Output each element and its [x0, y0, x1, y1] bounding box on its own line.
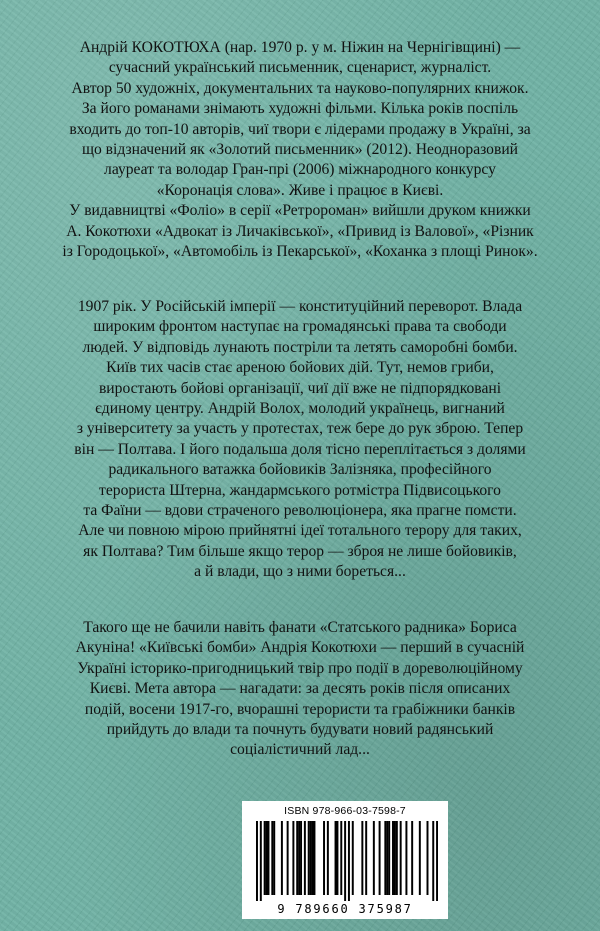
- blurb: [24, 618, 576, 761]
- barcode-bar: [312, 821, 314, 895]
- barcode-bar: [386, 821, 388, 895]
- barcode-bar: [298, 821, 300, 895]
- barcode-bar: [292, 821, 294, 895]
- barcode-bar: [432, 821, 434, 901]
- barcode-bar: [400, 821, 402, 895]
- barcode-bar: [384, 821, 386, 895]
- synopsis-line: виростають бойові організації, чиї дії вже не підпорядковані: [98, 379, 502, 397]
- barcode-bars: [256, 821, 438, 901]
- synopsis-line: єдиному центру. Андрій Волох, молодий українець, вигнаний: [95, 400, 505, 418]
- barcode-bar: [304, 821, 306, 895]
- barcode-bar: [340, 821, 342, 895]
- barcode-bar: [352, 821, 354, 895]
- barcode-bar: [405, 821, 407, 895]
- barcode-bar: [313, 821, 315, 895]
- barcode-bar: [436, 821, 438, 901]
- synopsis-line: широким фронтом наступає на громадянські права та свободи: [93, 318, 507, 336]
- author-bio-line: А. Кокотюхи «Адвокат із Личаківської», «Привид із Валової», «Різник: [66, 222, 534, 240]
- barcode-bar: [266, 821, 268, 895]
- synopsis-line: та Фаїни — вдови страченого революціонера, яка прагне помсти.: [83, 502, 517, 520]
- barcode-bar: [271, 821, 273, 895]
- blurb-line: Києві. Мета автора — нагадати: за десять років після описаних: [89, 680, 511, 698]
- synopsis: [24, 297, 576, 583]
- synopsis-line: 1907 рік. У Російській імперії — конституційний переворот. Влада: [77, 298, 523, 315]
- barcode-bar: [335, 821, 337, 895]
- author-bio-line: входить до топ-10 авторів, чиї твори є лідерами продажу в Україні, за: [69, 120, 531, 138]
- barcode-bar: [427, 821, 429, 895]
- blurb-line: подій, восени 1917-го, вчорашні терористи та грабіжники банків: [84, 700, 516, 718]
- barcode-bar: [323, 821, 325, 895]
- author-bio-line: що відзначений як «Золотий письменник» (2012). Неодноразовий: [81, 141, 519, 159]
- barcode-bar: [394, 821, 396, 895]
- barcode-bar: [396, 821, 398, 895]
- author-bio-line: За його романами знімають художні фільми. Кілька років поспіль: [81, 100, 519, 118]
- barcode-bar: [379, 821, 381, 895]
- synopsis-line: терориста Штерна, жандармського ротмістра Підвисоцького: [99, 481, 501, 499]
- synopsis-line: він — Полтава. І його подальша доля тісно переплітається з долями: [74, 440, 526, 458]
- barcode-bar: [348, 821, 350, 901]
- barcode-bar: [310, 821, 312, 895]
- barcode-bar: [281, 821, 283, 895]
- barcode-bar: [264, 821, 266, 895]
- isbn-barcode: [242, 801, 448, 919]
- author-bio-line: лауреат та володар Гран-прі (2006) міжнародного конкурсу: [104, 161, 496, 179]
- barcode-bar: [260, 821, 262, 901]
- barcode-bar: [300, 821, 302, 895]
- barcode-bar: [308, 821, 310, 895]
- barcode-bar: [411, 821, 413, 895]
- barcode-bar: [361, 821, 363, 895]
- synopsis-line: радикального ватажка бойовиків Залізняка, професійного: [108, 461, 492, 479]
- barcode-bar: [388, 821, 390, 895]
- barcode-bar: [419, 821, 421, 895]
- barcode-bar: [365, 821, 367, 895]
- author-bio-line: У видавництві «Фоліо» в серії «Ретророман» вийшли друком книжки: [69, 202, 531, 220]
- synopsis-line: Київ тих часів стає ареною бойових дій. Тут, немов гриби,: [106, 359, 494, 377]
- blurb-line: Україні історико-пригодницький твір про події в дореволюційному: [77, 659, 523, 677]
- barcode-digits: 9 789660 375987: [277, 902, 413, 916]
- synopsis-line: а й влади, що з ними бореться...: [194, 563, 406, 581]
- author-bio-line: сучасний український письменник, сценарист, журналіст.: [108, 59, 492, 77]
- blurb-line: соціалістичний лад...: [230, 741, 370, 759]
- author-bio-line: Автор 50 художніх, документальних та науково-популярних книжок.: [71, 79, 529, 97]
- barcode-bar: [296, 821, 298, 895]
- isbn-label: ISBN 978-966-03-7598-7: [284, 805, 406, 817]
- barcode-bar: [273, 821, 275, 895]
- author-bio-line: «Коронація слова». Живе і працює в Києві.: [156, 181, 444, 199]
- barcode-bar: [327, 821, 329, 895]
- barcode-bar: [392, 821, 394, 895]
- barcode-bar: [344, 821, 346, 901]
- synopsis-line: людей. У відповідь лунають постріли та летять саморобні бомби.: [82, 338, 518, 356]
- barcode-bar: [336, 821, 338, 895]
- author-bio-line: Андрій КОКОТЮХА (нар. 1970 р. у м. Ніжин на Чернігівщині) —: [79, 39, 521, 56]
- blurb-line: Акуніна! «Київські бомби» Андрія Кокотюхи — перший в сучасній: [75, 639, 525, 657]
- blurb-line: Такого ще не бачили навіть фанати «Статського радника» Бориса: [83, 619, 517, 636]
- barcode-bar: [287, 821, 289, 895]
- barcode-bar: [256, 821, 258, 901]
- barcode-bar: [267, 821, 269, 895]
- barcode-bar: [373, 821, 375, 895]
- author-bio-line: із Городоцької», «Автомобіль із Пекарської», «Коханка з площі Ринок».: [62, 243, 538, 261]
- blurb-line: прийдуть до влади та почнуть будувати новий радянський: [106, 721, 494, 739]
- synopsis-line: з університету за участь у протестах, теж бере до рук зброю. Тепер: [76, 420, 524, 438]
- synopsis-line: як Полтава? Тим більше якщо терор — зброя не лише бойовиків,: [83, 542, 517, 560]
- synopsis-line: Але чи повною мірою прийнятні ідеї тотального терору для таких,: [78, 522, 522, 540]
- author-bio: [24, 38, 576, 262]
